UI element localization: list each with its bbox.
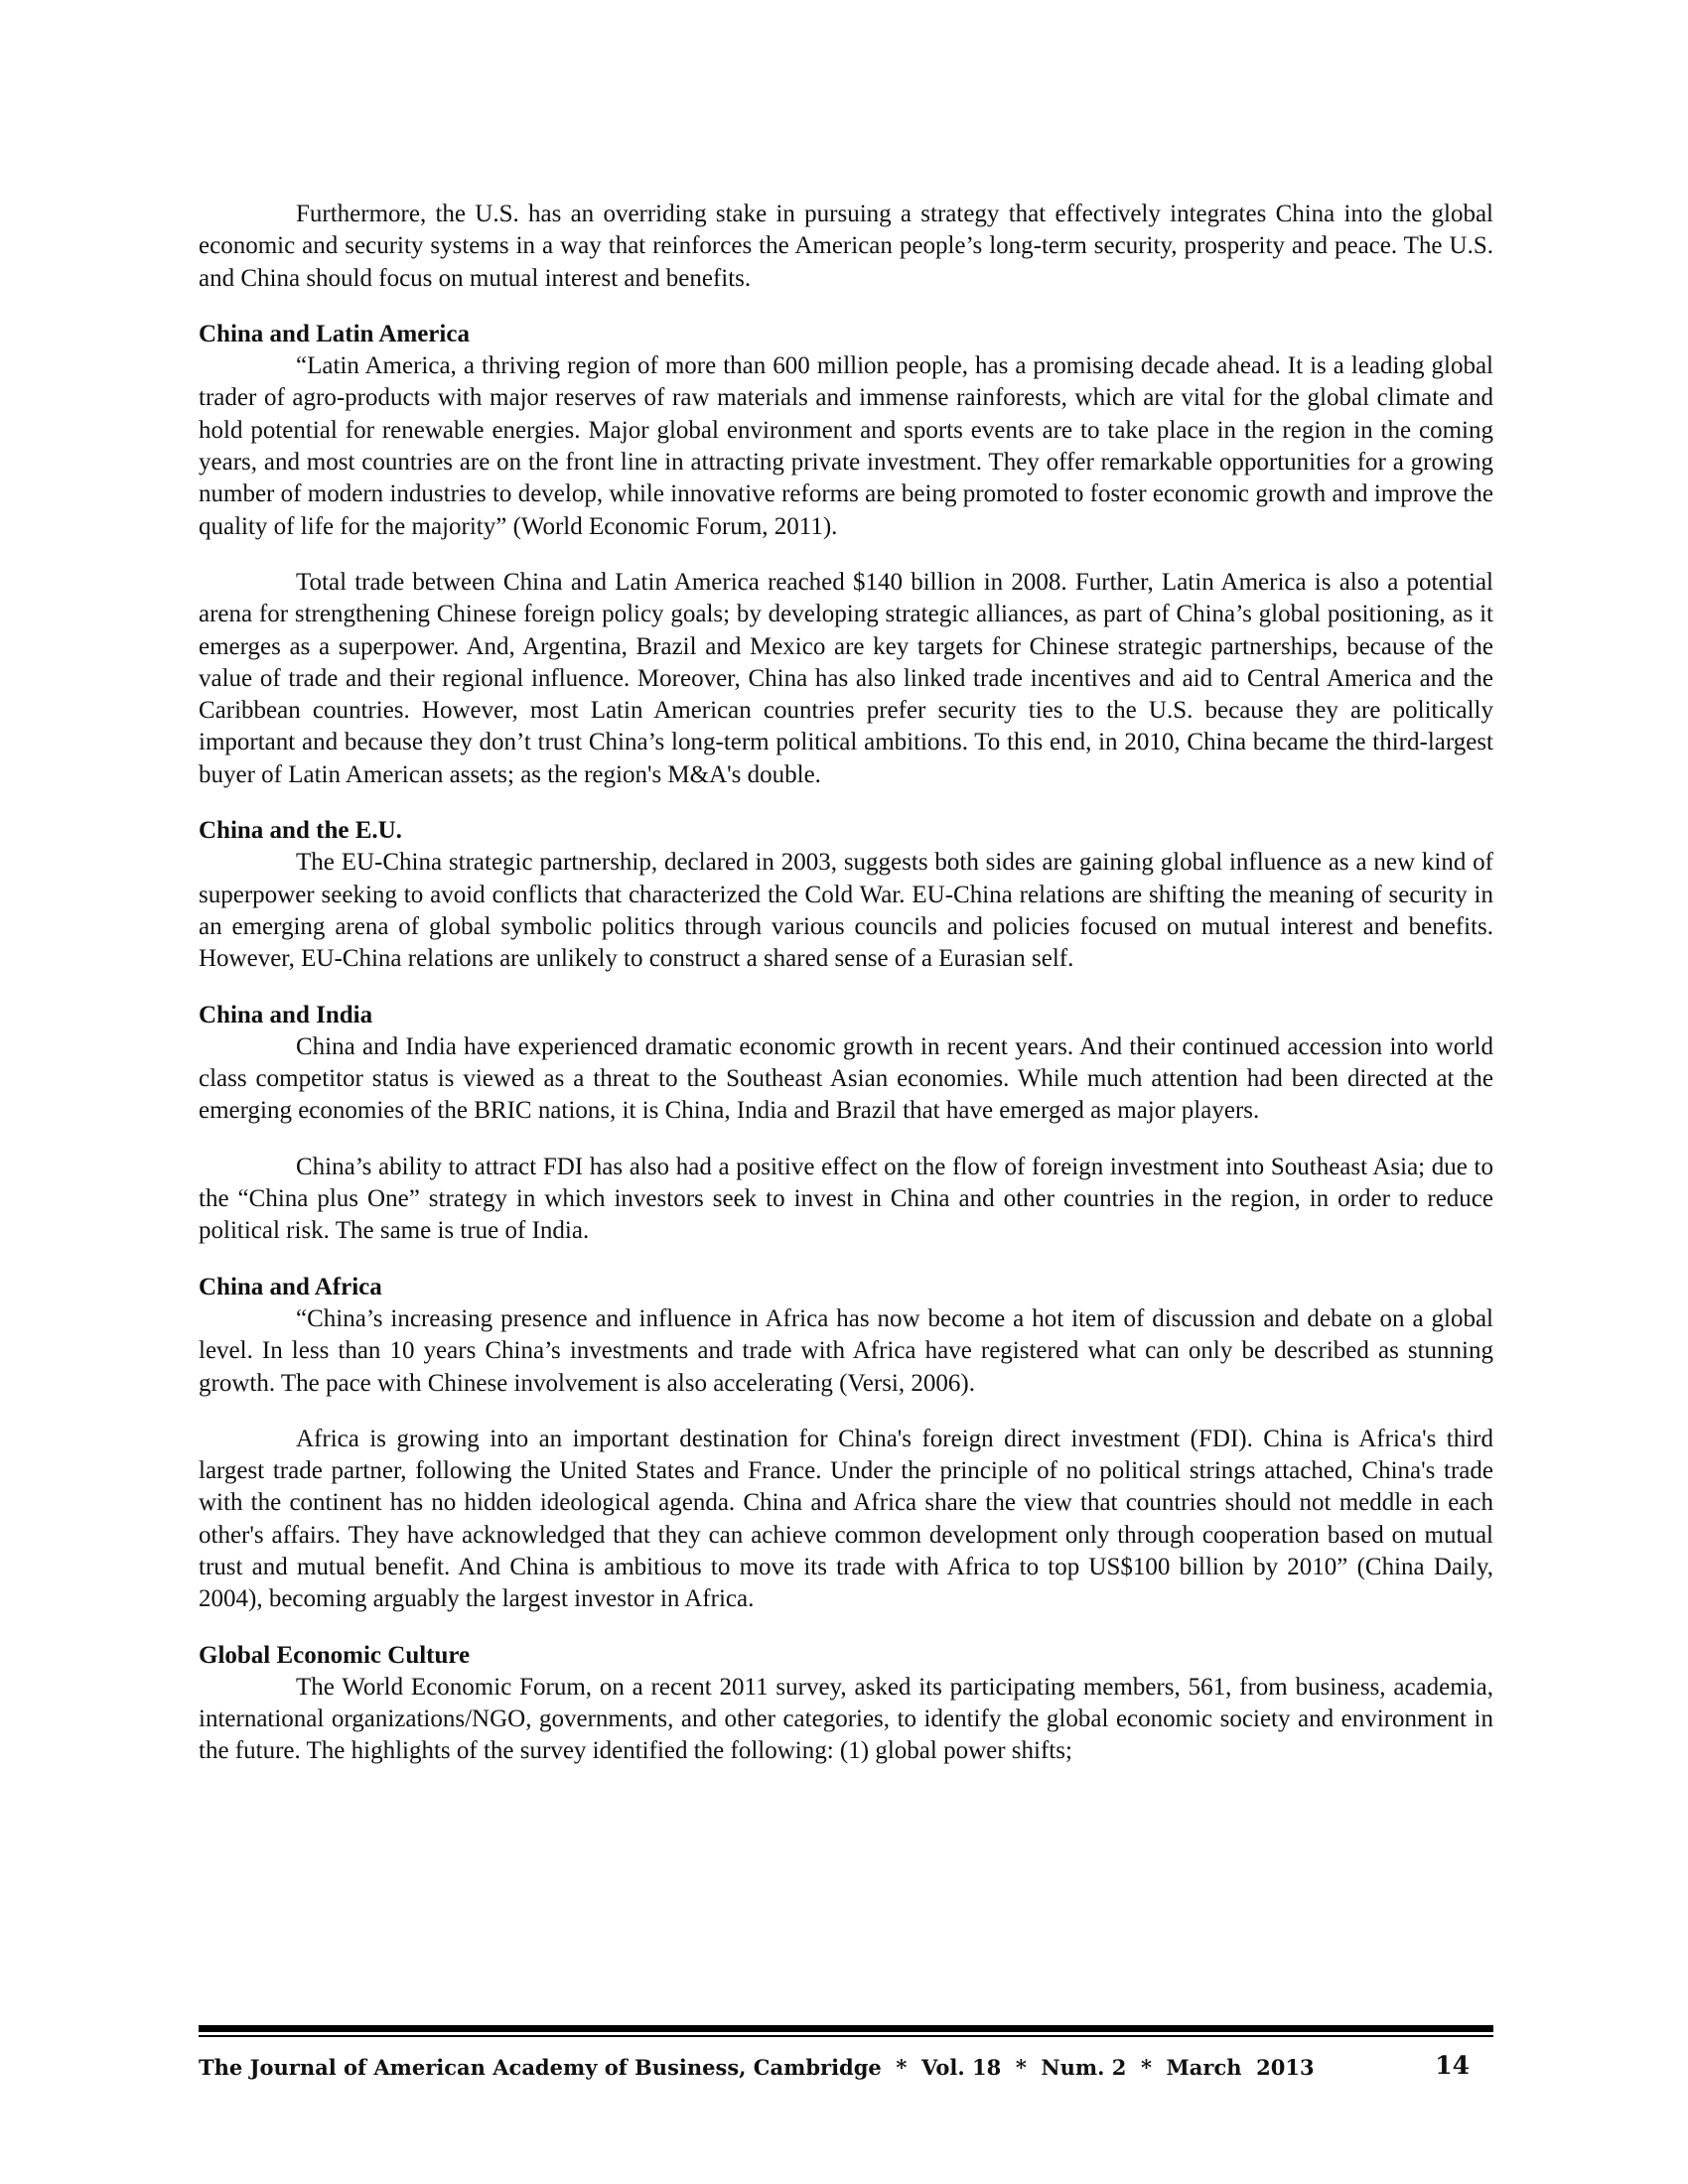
- section-heading: China and Africa: [199, 1273, 382, 1300]
- paragraph: “Latin America, a thriving region of more than 600 million people, has a promising decade ahead. It is a leading global trader of agro-products with major reserves of raw materials and immense rainforests, which are vital for the global climate and hold potential for renewable energies. Major global environment and sports events are to take place in the region in the coming years, and most countries are on the front line in attracting private investment. They offer remarkable opportunities for a growing number of modern industries to develop, while innovative reforms are being promoted to foster economic growth and improve the quality of life for the majority” (World Economic Forum, 2011).: [199, 352, 1493, 540]
- paragraph: Total trade between China and Latin America reached $140 billion in 2008. Further, Latin America is also a potential arena for strengthening Chinese foreign policy goals; by developing strategic alliances, as part of China’s global positioning, as it emerges as a superpower. And, Argentina, Brazil and Mexico are key targets for Chinese strategic partnerships, because of the value of trade and their regional influence. Moreover, China has also linked trade incentives and aid to Central America and the Caribbean countries. However, most Latin American countries prefer security ties to the U.S. because they are politically important and because they don’t trust China’s long-term political ambitions. To this end, in 2010, China became the third-largest buyer of Latin American assets; as the region's M&A's double.: [199, 568, 1493, 788]
- footer-rule: [199, 2025, 1493, 2037]
- section-global-economic-culture: [199, 1640, 1493, 1768]
- paragraph: China and India have experienced dramatic economic growth in recent years. And their continued accession into world class competitor status is viewed as a threat to the Southeast Asian economies. While much attention had been directed at the emerging economies of the BRIC nations, it is China, India and Brazil that have emerged as major players.: [199, 1032, 1493, 1125]
- document-body: [199, 199, 1493, 1792]
- journal-footer: The Journal of American Academy of Business, Cambridge * Vol. 18 * Num. 2 * March 2013: [199, 2055, 1315, 2080]
- section-africa: [199, 1272, 1493, 1616]
- intro-section: [199, 199, 1493, 295]
- paragraph: Furthermore, the U.S. has an overriding stake in pursuing a strategy that effectively integrates China into the global economic and security systems in a way that reinforces the American people’s long-term security, prosperity and peace. The U.S. and China should focus on mutual interest and benefits.: [199, 201, 1493, 292]
- section-eu: [199, 815, 1493, 975]
- paragraph: The EU-China strategic partnership, declared in 2003, suggests both sides are gaining global influence as a new kind of superpower seeking to avoid conflicts that characterized the Cold War. EU-China relations are shifting the meaning of security in an emerging arena of global symbolic politics through various councils and policies focused on mutual interest and benefits. However, EU-China relations are unlikely to construct a shared sense of a Eurasian self.: [199, 849, 1493, 973]
- section-latin-america: [199, 319, 1493, 791]
- page-number: 14: [1435, 2051, 1470, 2080]
- section-heading: China and Latin America: [199, 320, 470, 347]
- section-heading: China and India: [199, 1001, 373, 1028]
- paragraph: The World Economic Forum, on a recent 2011 survey, asked its participating members, 561, from business, academia, international organizations/NGO, governments, and other categories, to identify the global economic society and environment in the future. The highlights of the survey identified the following: (1) global power shifts;: [199, 1673, 1493, 1765]
- section-india: [199, 1000, 1493, 1248]
- paragraph: China’s ability to attract FDI has also had a positive effect on the flow of foreign investment into Southeast Asia; due to the “China plus One” strategy in which investors seek to invest in China and other countries in the region, in order to reduce political risk. The same is true of India.: [199, 1153, 1493, 1245]
- paragraph: “China’s increasing presence and influence in Africa has now become a hot item of discussion and debate on a global level. In less than 10 years China’s investments and trade with Africa have registered what can only be described as stunning growth. The pace with Chinese involvement is also accelerating (Versi, 2006).: [199, 1304, 1493, 1397]
- paragraph: Africa is growing into an important destination for China's foreign direct investment (FDI). China is Africa's third largest trade partner, following the United States and France. Under the principle of no political strings attached, China's trade with the continent has no hidden ideological agenda. China and Africa share the view that countries should not meddle in each other's affairs. They have acknowledged that they can achieve common development only through cooperation based on mutual trust and mutual benefit. And China is ambitious to move its trade with Africa to top US$100 billion by 2010” (China Daily, 2004), becoming arguably the largest investor in Africa.: [199, 1425, 1493, 1613]
- section-heading: Global Economic Culture: [199, 1641, 471, 1669]
- section-heading: China and the E.U.: [199, 817, 402, 845]
